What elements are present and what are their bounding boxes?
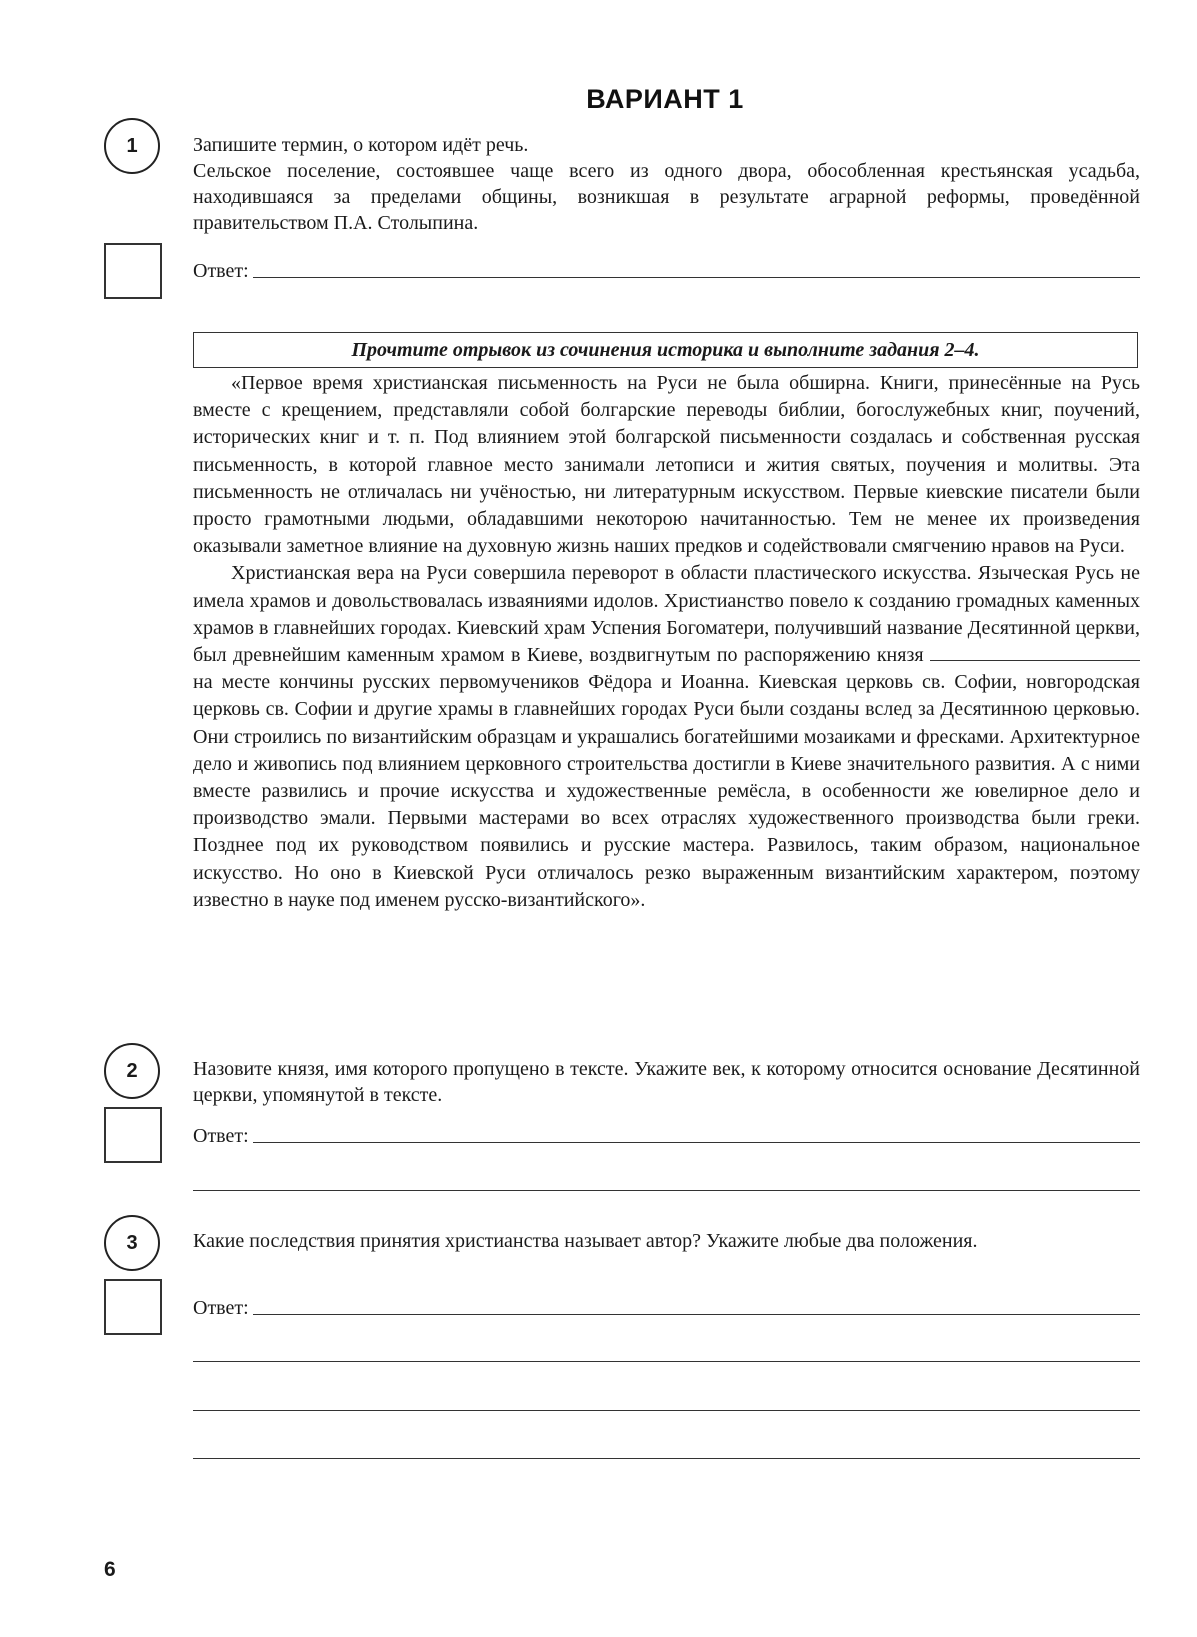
- task-3-question: [193, 1228, 1140, 1254]
- task-2-number: 2: [104, 1043, 160, 1099]
- passage-paragraph-2-start: Христианская вера на Руси совершила переворот в области пластического искусства. Языческая Русь не имела храмов и довольствовалась изваяниями идолов. Христианство повело к созданию громадных каменных храмов в главнейших городах. Киевский храм Успения Богоматери, получивший название Десятинной церкви, был древнейшим каменным храмом в Киеве, воздвигнутым по распоряжению князя: [193, 562, 1140, 667]
- answer-line[interactable]: [253, 277, 1140, 278]
- answer-label: Ответ:: [193, 1297, 249, 1319]
- historian-passage: [193, 370, 1140, 914]
- answer-line[interactable]: [253, 1314, 1140, 1315]
- answer-line[interactable]: [253, 1142, 1140, 1143]
- passage-paragraph-1: «Первое время христианская письменность на Руси не была обширна. Книги, принесённые на Русь вместе с крещением, представляли собой болгарские переводы библии, богослужебных книг, поучений, исторических книг и т. п. Под влиянием этой болгарской письменности создалась и собственная русская письменность, в которой главное место занимали летописи и жития святых, поучения и молитвы. Эта письменность не отличалась ни учёностью, ни литературным искусством. Первые киевские писатели были просто грамотными людьми, обладавшими некоторою начитанностью. Тем не менее их произведения оказывали заметное влияние на духовную жизнь наших предков и содействовали смягчению нравов на Руси.: [193, 372, 1140, 558]
- task-2-answer[interactable]: [193, 1121, 1140, 1147]
- task-3-number: 3: [104, 1215, 160, 1271]
- task-3-answer[interactable]: [193, 1293, 1140, 1319]
- missing-name-gap: [930, 642, 1140, 661]
- task-3-score-box[interactable]: [104, 1279, 162, 1335]
- task-3-prompt: Какие последствия принятия христианства называет автор? Укажите любые два положения.: [193, 1230, 978, 1252]
- task-2-question: [193, 1056, 1140, 1108]
- task-1-definition: Сельское поселение, состоявшее чаще всего из одного двора, обособленная крестьянская усадьба, находившаяся за пределами общины, возникшая в результате аграрной реформы, проведённой правительством П.А. Столыпина.: [193, 160, 1140, 234]
- task-2-score-box[interactable]: [104, 1107, 162, 1163]
- task-3-answer-line-3[interactable]: [193, 1410, 1140, 1411]
- task-1-question: [193, 132, 1140, 236]
- answer-label: Ответ:: [193, 1125, 249, 1147]
- page-title: ВАРИАНТ 1: [586, 84, 744, 114]
- task-3-answer-line-2[interactable]: [193, 1361, 1140, 1362]
- passage-paragraph-2: [193, 560, 1140, 914]
- passage-instruction: Прочтите отрывок из сочинения историка и выполните задания 2–4.: [193, 332, 1138, 368]
- task-2-prompt: Назовите князя, имя которого пропущено в тексте. Укажите век, к которому относится основание Десятинной церкви, упомянутой в тексте.: [193, 1058, 1140, 1106]
- task-1-score-box[interactable]: [104, 243, 162, 299]
- page-number: 6: [104, 1558, 116, 1581]
- task-1-answer[interactable]: [193, 256, 1140, 282]
- passage-paragraph-2-end: на месте кончины русских первомучеников Фёдора и Иоанна. Киевская церковь св. Софии, новгородская церковь св. Софии и другие храмы в главнейших городах Руси были созданы вслед за Десятинною церковью. Они строились по византийским образцам и украшались богатейшими мозаиками и фресками. Архитектурное дело и живопись под влиянием церковного строительства достигли в Киеве значительного развития. А с ними вместе развились и прочие искусства и художественные ремёсла, в особенности же ювелирное дело и производство эмали. Первыми мастерами во всех отраслях художественного производства были греки. Позднее под их руководством появились и русские мастера. Развилось, таким образом, национальное искусство. Но оно в Киевской Руси отличалось резко выраженным византийским характером, поэтому известно в науке под именем русско-византийского».: [193, 671, 1140, 911]
- task-1-prompt: Запишите термин, о котором идёт речь.: [193, 134, 529, 156]
- task-1-number: 1: [104, 118, 160, 174]
- task-2-answer-line-2[interactable]: [193, 1190, 1140, 1191]
- answer-label: Ответ:: [193, 260, 249, 282]
- task-3-answer-line-4[interactable]: [193, 1458, 1140, 1459]
